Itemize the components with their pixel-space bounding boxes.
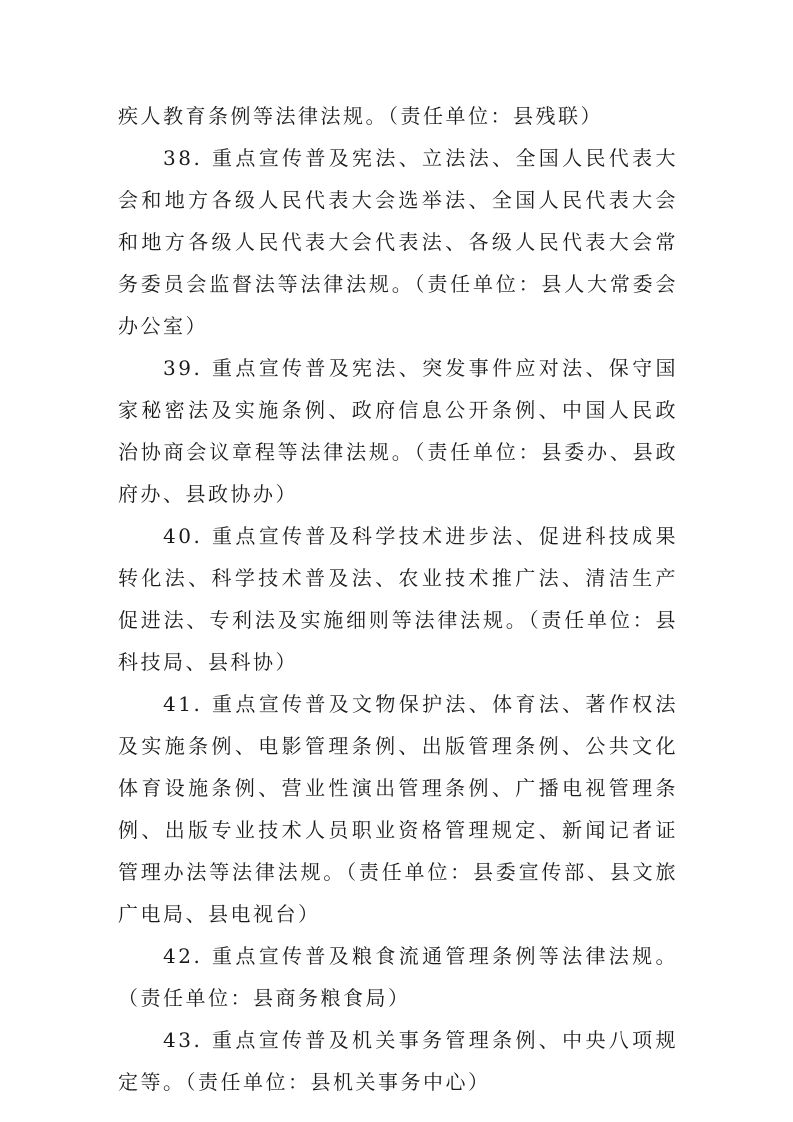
document-body	[118, 95, 678, 1103]
paragraph-continuation: 疾人教育条例等法律法规。（责任单位：县残联）	[118, 104, 603, 128]
paragraph-item-40: 40. 重点宣传普及科学技术进步法、促进科技成果转化法、科学技术普及法、农业技术推广法、清洁生产促进法、专利法及实施细则等法律法规。（责任单位：县科技局、县科协）	[118, 524, 678, 674]
paragraph-item-38: 38. 重点宣传普及宪法、立法法、全国人民代表大会和地方各级人民代表大会选举法、全国人民代表大会和地方各级人民代表大会代表法、各级人民代表大会常务委员会监督法等法律法规。（责任单位：县人大常委会办公室）	[118, 146, 678, 338]
paragraph-item-43: 43. 重点宣传普及机关事务管理条例、中央八项规定等。（责任单位：县机关事务中心）	[118, 1028, 678, 1094]
paragraph-item-39: 39. 重点宣传普及宪法、突发事件应对法、保守国家秘密法及实施条例、政府信息公开条例、中国人民政治协商会议章程等法律法规。（责任单位：县委办、县政府办、县政协办）	[118, 356, 678, 506]
paragraph-item-41: 41. 重点宣传普及文物保护法、体育法、著作权法及实施条例、电影管理条例、出版管理条例、公共文化体育设施条例、营业性演出管理条例、广播电视管理条例、出版专业技术人员职业资格管理规定、新闻记者证管理办法等法律法规。（责任单位：县委宣传部、县文旅广电局、县电视台）	[118, 692, 678, 926]
paragraph-item-42: 42. 重点宣传普及粮食流通管理条例等法律法规。（责任单位：县商务粮食局）	[118, 944, 678, 1010]
